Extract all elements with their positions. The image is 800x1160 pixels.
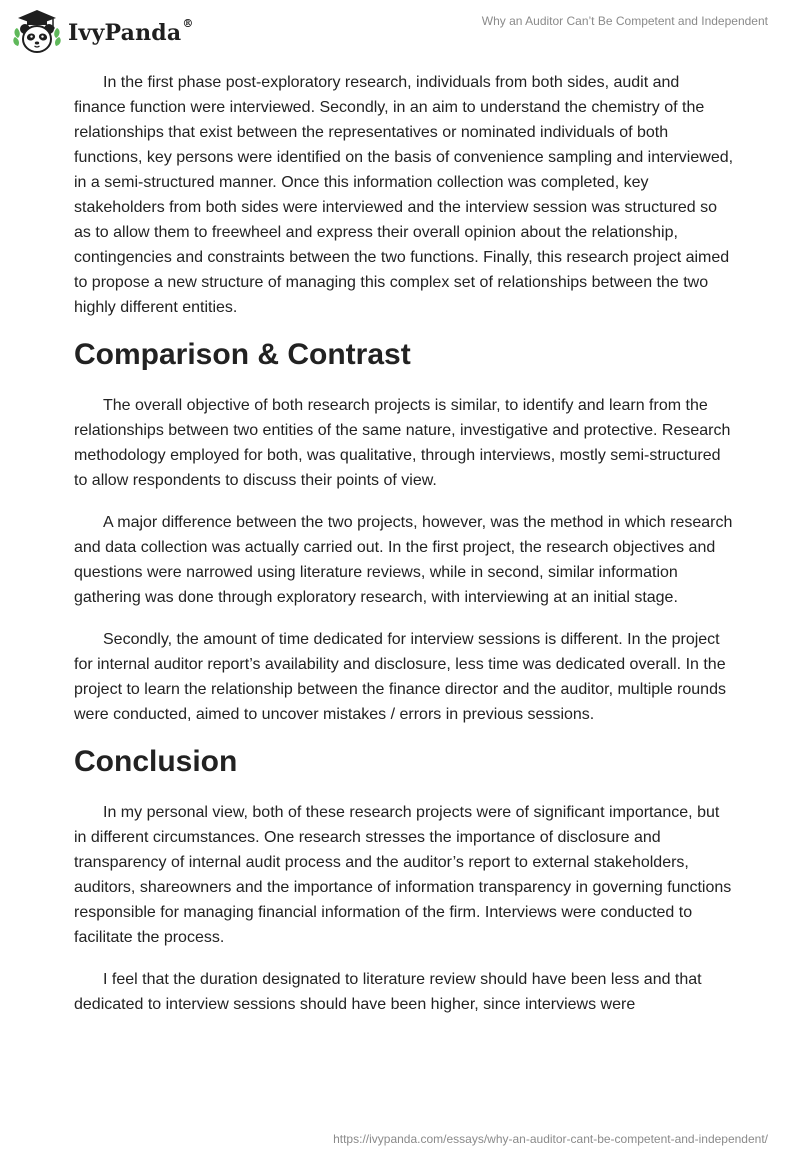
registered-mark: ® — [182, 17, 194, 30]
comparison-paragraph-3: Secondly, the amount of time dedicated for interview sessions is different. In the project for internal auditor report’s availability and disclosure, less time was dedicated overall. In the project to learn the relationship between the finance director and the auditor, multiple rounds were conducted, aimed to uncover mistakes / errors in previous sessions. — [74, 631, 726, 723]
comparison-paragraph-1: The overall objective of both research projects is similar, to identify and learn from the relationships between two entities of the same nature, investigative and protective. Research methodology employed for both, was qualitative, through interviews, mostly semi-structured to allow respondents to discuss their points of view. — [74, 397, 731, 489]
comparison-paragraph-2: A major difference between the two projects, however, was the method in which research and data collection was actually carried out. In the first project, the research objectives and questions were narrowed using literature reviews, while in second, similar information gathering was done through exploratory research, with interviewing at an initial stage. — [74, 514, 733, 606]
brand-name — [68, 17, 194, 46]
conclusion-paragraph-2: I feel that the duration designated to literature review should have been less and that dedicated to interview sessions should have been higher, since interviews were — [74, 971, 702, 1013]
source-url[interactable]: https://ivypanda.com/essays/why-an-auditor-cant-be-competent-and-independent/ — [333, 1132, 768, 1146]
intro-paragraph: In the first phase post-exploratory research, individuals from both sides, audit and finance function were interviewed. Secondly, in an aim to understand the chemistry of the relationships that exist between the representatives or nominated individuals of both functions, key persons were identified on the basis of convenience sampling and interviewed, in a semi-structured manner. Once this information collection was completed, key stakeholders from both sides were interviewed and the interview session was structured so as to allow them to freewheel and express their overall opinion about the relationship, contingencies and constraints between the two functions. Finally, this research project aimed to propose a new structure of managing this complex set of relationships between the two highly different entities. — [74, 74, 734, 316]
brand-name-text: IvyPanda — [68, 20, 182, 46]
page-header — [0, 0, 800, 64]
heading-conclusion: Conclusion — [74, 745, 238, 778]
ivypanda-logo[interactable] — [12, 8, 194, 56]
panda-logo-icon — [12, 8, 62, 56]
conclusion-paragraph-1: In my personal view, both of these research projects were of significant importance, but in different circumstances. One research stresses the importance of disclosure and transparency of internal audit process and the auditor’s report to external stakeholders, auditors, shareowners and the importance of information transparency in governing functions responsible for managing financial information of the firm. Interviews were conducted to facilitate the process. — [74, 804, 732, 946]
heading-comparison-contrast: Comparison & Contrast — [74, 338, 411, 371]
document-title: Why an Auditor Can’t Be Competent and Independent — [481, 14, 768, 28]
essay-content — [74, 70, 734, 1034]
